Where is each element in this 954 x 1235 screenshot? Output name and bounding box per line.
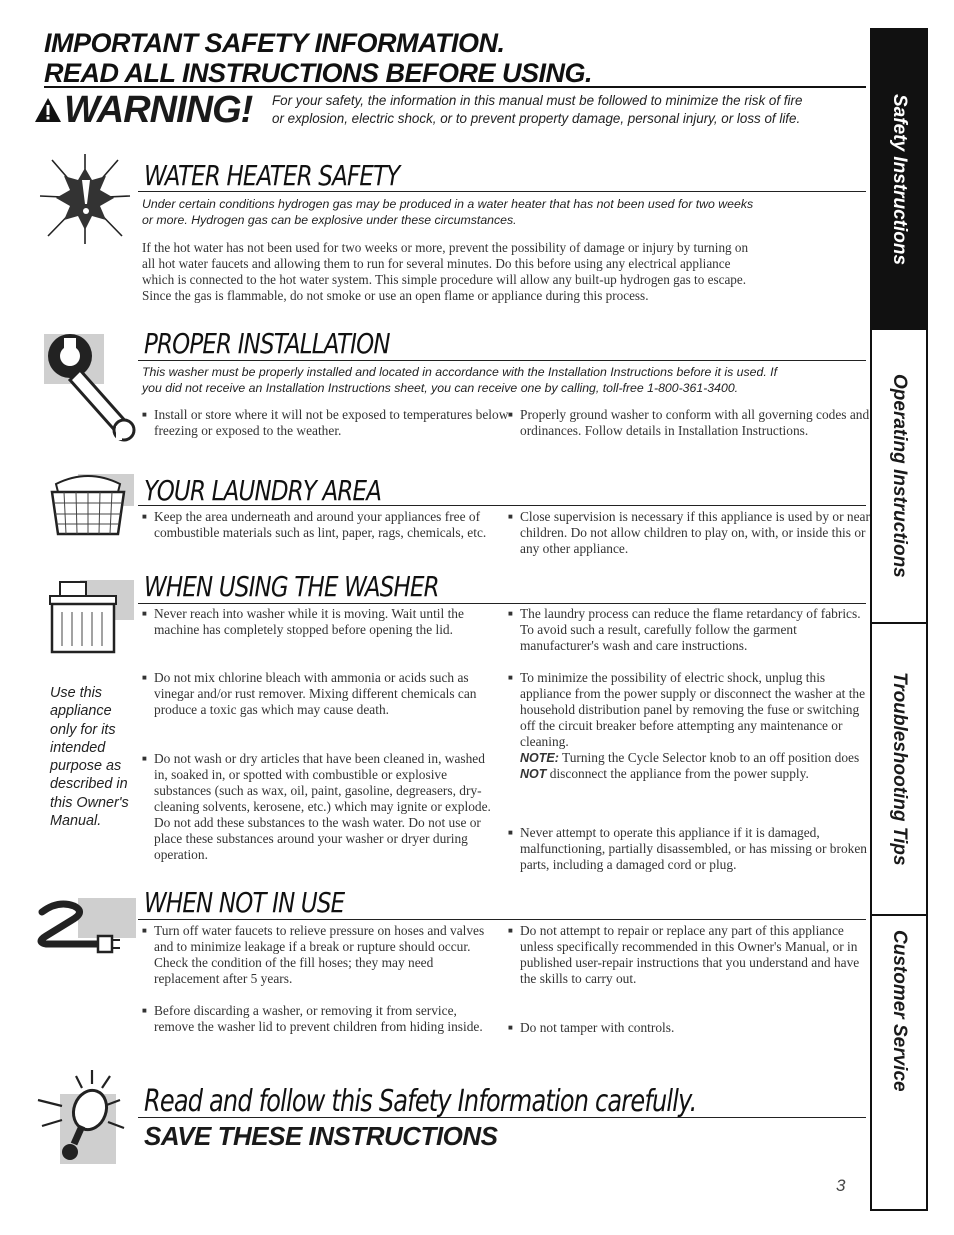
exclamation-burst-icon — [30, 150, 140, 246]
hose-icon — [28, 896, 140, 956]
installation-title: PROPER INSTALLATION — [144, 327, 390, 360]
using-left-item-2: ■ Do not mix chlorine bleach with ammonia or acids such as vinegar and/or rust remover. Mixing different chemicals can produce a toxic gas which may cause death. — [142, 670, 500, 718]
installation-warning-line-2: you did not receive an Installation Instructions sheet, you can receive one by calling, toll-free 1-800-361-3400. — [142, 381, 739, 395]
water-heater-body-line: If the hot water has not been used for two weeks or more, prevent the possibility of damage or injury by turning on — [142, 240, 749, 255]
section-sidebar — [870, 28, 928, 1211]
bullet-icon: ■ — [508, 673, 513, 682]
using-right-item-3: ■ Never attempt to operate this appliance if it is damaged, malfunctioning, partially disassembled, or has missing or broken parts, including a damaged cord or plug. — [508, 825, 876, 873]
water-heater-body-line: Since the gas is flammable, do not smoke or use an open flame or appliance during this process. — [142, 288, 649, 303]
water-heater-warning-line-2: or more. Hydrogen gas can be explosive under these circumstances. — [142, 213, 517, 227]
water-heater-warning — [142, 196, 862, 228]
not-in-use-left-item-2: ■ Before discarding a washer, or removing it from service, remove the washer lid to prevent children from hiding inside. — [142, 1003, 484, 1035]
laundry-right-item: ■ Close supervision is necessary if this appliance is used by or near children. Do not allow children to play on, with, or inside this or any other appliance. — [508, 509, 876, 557]
tab-label: Operating Instructions — [889, 374, 910, 578]
installation-warning-line-1: This washer must be properly installed and located in accordance with the Installation Instructions before it is used. If — [142, 365, 777, 379]
not-in-use-rule — [138, 919, 866, 920]
water-heater-body — [142, 240, 862, 304]
tab-label: Customer Service — [889, 930, 910, 1092]
installation-warning — [142, 364, 862, 396]
water-heater-body-line: all hot water faucets and allowing them to run for several minutes. Do this before using any electrical appliance — [142, 256, 731, 271]
warning-text-line-1: For your safety, the information in this manual must be followed to minimize the risk of fire — [272, 93, 803, 108]
using-left-item-3: ■ Do not wash or dry articles that have been cleaned in, washed in, soaked in, or spotted with combustible or explosive substances (such as wax, oil, paint, gasoline, degreasers, dry-cleaning solvents, kerosene, etc.) which may ignite or explode. Do not add these substances to the wash water. Do not use or place these substances around your washer or dryer during operation. — [142, 751, 500, 863]
water-heater-body-line: which is connected to the hot water system. This simple procedure will allow any built-up hydrogen gas to escape. — [142, 272, 747, 287]
not-in-use-right-item-2: ■ Do not tamper with controls. — [508, 1020, 866, 1036]
laundry-title: YOUR LAUNDRY AREA — [144, 474, 382, 507]
warning-triangle-icon — [34, 97, 62, 123]
tab-operating-instructions[interactable] — [872, 330, 926, 622]
laundry-basket-icon — [38, 470, 138, 544]
tab-customer-service[interactable] — [872, 916, 926, 1106]
installation-left-item: ■ Install or store where it will not be exposed to temperatures below freezing or exposed to the weather. — [142, 407, 510, 439]
laundry-left-item: ■ Keep the area underneath and around your appliances free of combustible materials such as lint, paper, rags, chemicals, etc. — [142, 509, 494, 541]
using-right-item-1: ■ The laundry process can reduce the flame retardancy of fabrics. To avoid such a result, carefully follow the garment manufacturer's wash and care instructions. — [508, 606, 876, 654]
footer-rule — [138, 1117, 866, 1118]
washer-icon — [40, 578, 136, 654]
warning-text-line-2: or explosion, electric shock, or to prevent property damage, personal injury, or loss of life. — [272, 111, 801, 126]
note-not: NOT — [520, 767, 547, 781]
installation-right-item: ■ Properly ground washer to conform with all governing codes and ordinances. Follow details in Installation Instructions. — [508, 407, 870, 439]
using-side-note: Use this appliance only for its intended purpose as described in this Owner's Manual. — [50, 685, 129, 830]
header-line-1: IMPORTANT SAFETY INFORMATION. — [44, 28, 505, 58]
electric-shock-text: To minimize the possibility of electric shock, unplug this appliance from the power supply or disconnect the washer at the household distribution panel by removing the fuse or switching off the circuit breaker before attempting any maintenance or cleaning. — [520, 670, 866, 749]
water-heater-warning-line-1: Under certain conditions hydrogen gas may be produced in a water heater that has not been used for two weeks — [142, 197, 754, 211]
page-number: 3 — [836, 1176, 846, 1195]
using-rule — [138, 603, 866, 604]
tab-safety-instructions[interactable] — [872, 30, 926, 330]
water-heater-title: WATER HEATER SAFETY — [144, 159, 400, 192]
save-instructions: SAVE THESE INSTRUCTIONS — [144, 1121, 498, 1151]
warning-text — [272, 92, 802, 128]
installation-rule — [138, 360, 866, 361]
tab-troubleshooting-tips[interactable] — [872, 624, 926, 914]
note-label: NOTE: — [520, 751, 559, 765]
tab-label: Troubleshooting Tips — [889, 672, 910, 866]
warning-label: WARNING! — [64, 89, 253, 131]
using-left-item-1: ■ Never reach into washer while it is moving. Wait until the machine has completely stopped before opening the lid. — [142, 606, 500, 638]
not-in-use-title: WHEN NOT IN USE — [144, 886, 345, 919]
laundry-rule — [138, 505, 866, 506]
lightbulb-icon — [32, 1066, 142, 1166]
warning-banner — [34, 88, 864, 134]
page-header — [44, 28, 864, 88]
wrench-icon — [40, 332, 136, 442]
read-follow-text: Read and follow this Safety Information carefully. — [144, 1084, 697, 1119]
using-title: WHEN USING THE WASHER — [144, 570, 439, 603]
note-text-b: disconnect the appliance from the power supply. — [549, 766, 809, 781]
using-right-item-2 — [508, 670, 868, 782]
tab-label: Safety Instructions — [889, 94, 910, 266]
not-in-use-left-item-1: ■ Turn off water faucets to relieve pressure on hoses and valves and to minimize leakage if a break or rupture should occur. Check the condition of the fill hoses; they may need replacement after 5 years. — [142, 923, 494, 987]
water-heater-rule — [138, 191, 866, 192]
note-text-a: Turning the Cycle Selector knob to an off position does — [562, 750, 860, 765]
not-in-use-right-item-1: ■ Do not attempt to repair or replace any part of this appliance unless specifically recommended in this Owner's Manual, or in published user-repair instructions that you understand and have the skills to carry out. — [508, 923, 866, 987]
header-line-2: READ ALL INSTRUCTIONS BEFORE USING. — [44, 58, 593, 88]
